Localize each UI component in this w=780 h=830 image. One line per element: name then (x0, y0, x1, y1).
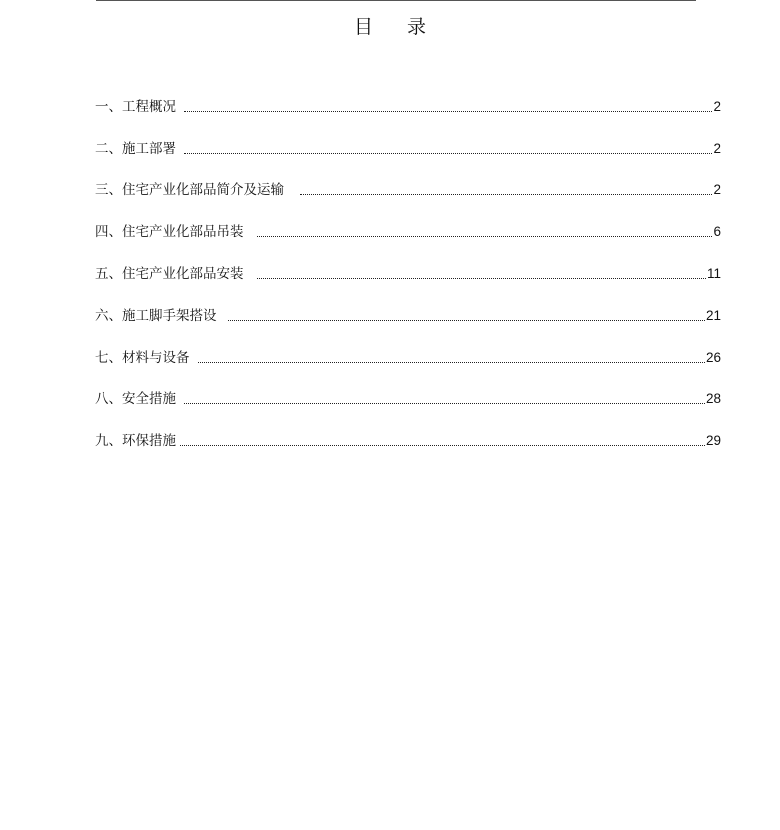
title-char-2: 录 (407, 16, 427, 38)
toc-entry-page: 21 (705, 307, 721, 323)
top-rule (96, 0, 696, 1)
toc-entry-3[interactable] (95, 170, 721, 212)
toc-entry-label: 二、施工部署 (95, 140, 176, 157)
dot-leader (184, 97, 712, 117)
dot-leader (300, 180, 712, 200)
toc-entry-label: 一、工程概况 (95, 98, 176, 115)
toc-entry-label: 七、材料与设备 (95, 349, 190, 366)
toc-entry-label: 八、安全措施 (95, 391, 176, 408)
dot-leader (184, 139, 712, 159)
toc-entry-page: 26 (705, 349, 721, 365)
toc-entry-9[interactable] (95, 420, 721, 462)
toc-entry-page: 2 (713, 140, 721, 156)
toc-entry-label: 六、施工脚手架搭设 (95, 307, 217, 324)
dot-leader (184, 389, 705, 409)
dot-leader (198, 348, 705, 368)
dot-leader (228, 306, 705, 326)
dot-leader (257, 264, 706, 284)
toc-entry-1[interactable] (95, 86, 721, 128)
dot-leader (180, 431, 705, 451)
toc-entry-page: 2 (713, 182, 721, 198)
toc-entry-page: 11 (706, 266, 721, 282)
toc-entry-5[interactable] (95, 253, 721, 295)
toc-entry-page: 6 (713, 224, 721, 240)
dot-leader (257, 222, 713, 242)
toc-entry-label: 四、住宅产业化部品吊装 (95, 224, 244, 241)
toc-entry-label: 五、住宅产业化部品安装 (95, 266, 244, 283)
toc-entry-8[interactable] (95, 379, 721, 421)
toc-entry-page: 29 (705, 433, 721, 449)
toc-entry-7[interactable] (95, 337, 721, 379)
toc-entry-page: 28 (705, 391, 721, 407)
toc-entry-label: 三、住宅产业化部品简介及运输 (95, 182, 284, 199)
toc-entry-4[interactable] (95, 211, 721, 253)
toc-entry-6[interactable] (95, 295, 721, 337)
title-char-1: 目 (353, 16, 373, 38)
table-of-contents (95, 86, 721, 462)
page-title (0, 12, 780, 39)
toc-entry-2[interactable] (95, 128, 721, 170)
toc-entry-page: 2 (713, 98, 721, 114)
toc-entry-label: 九、环保措施 (95, 433, 176, 450)
